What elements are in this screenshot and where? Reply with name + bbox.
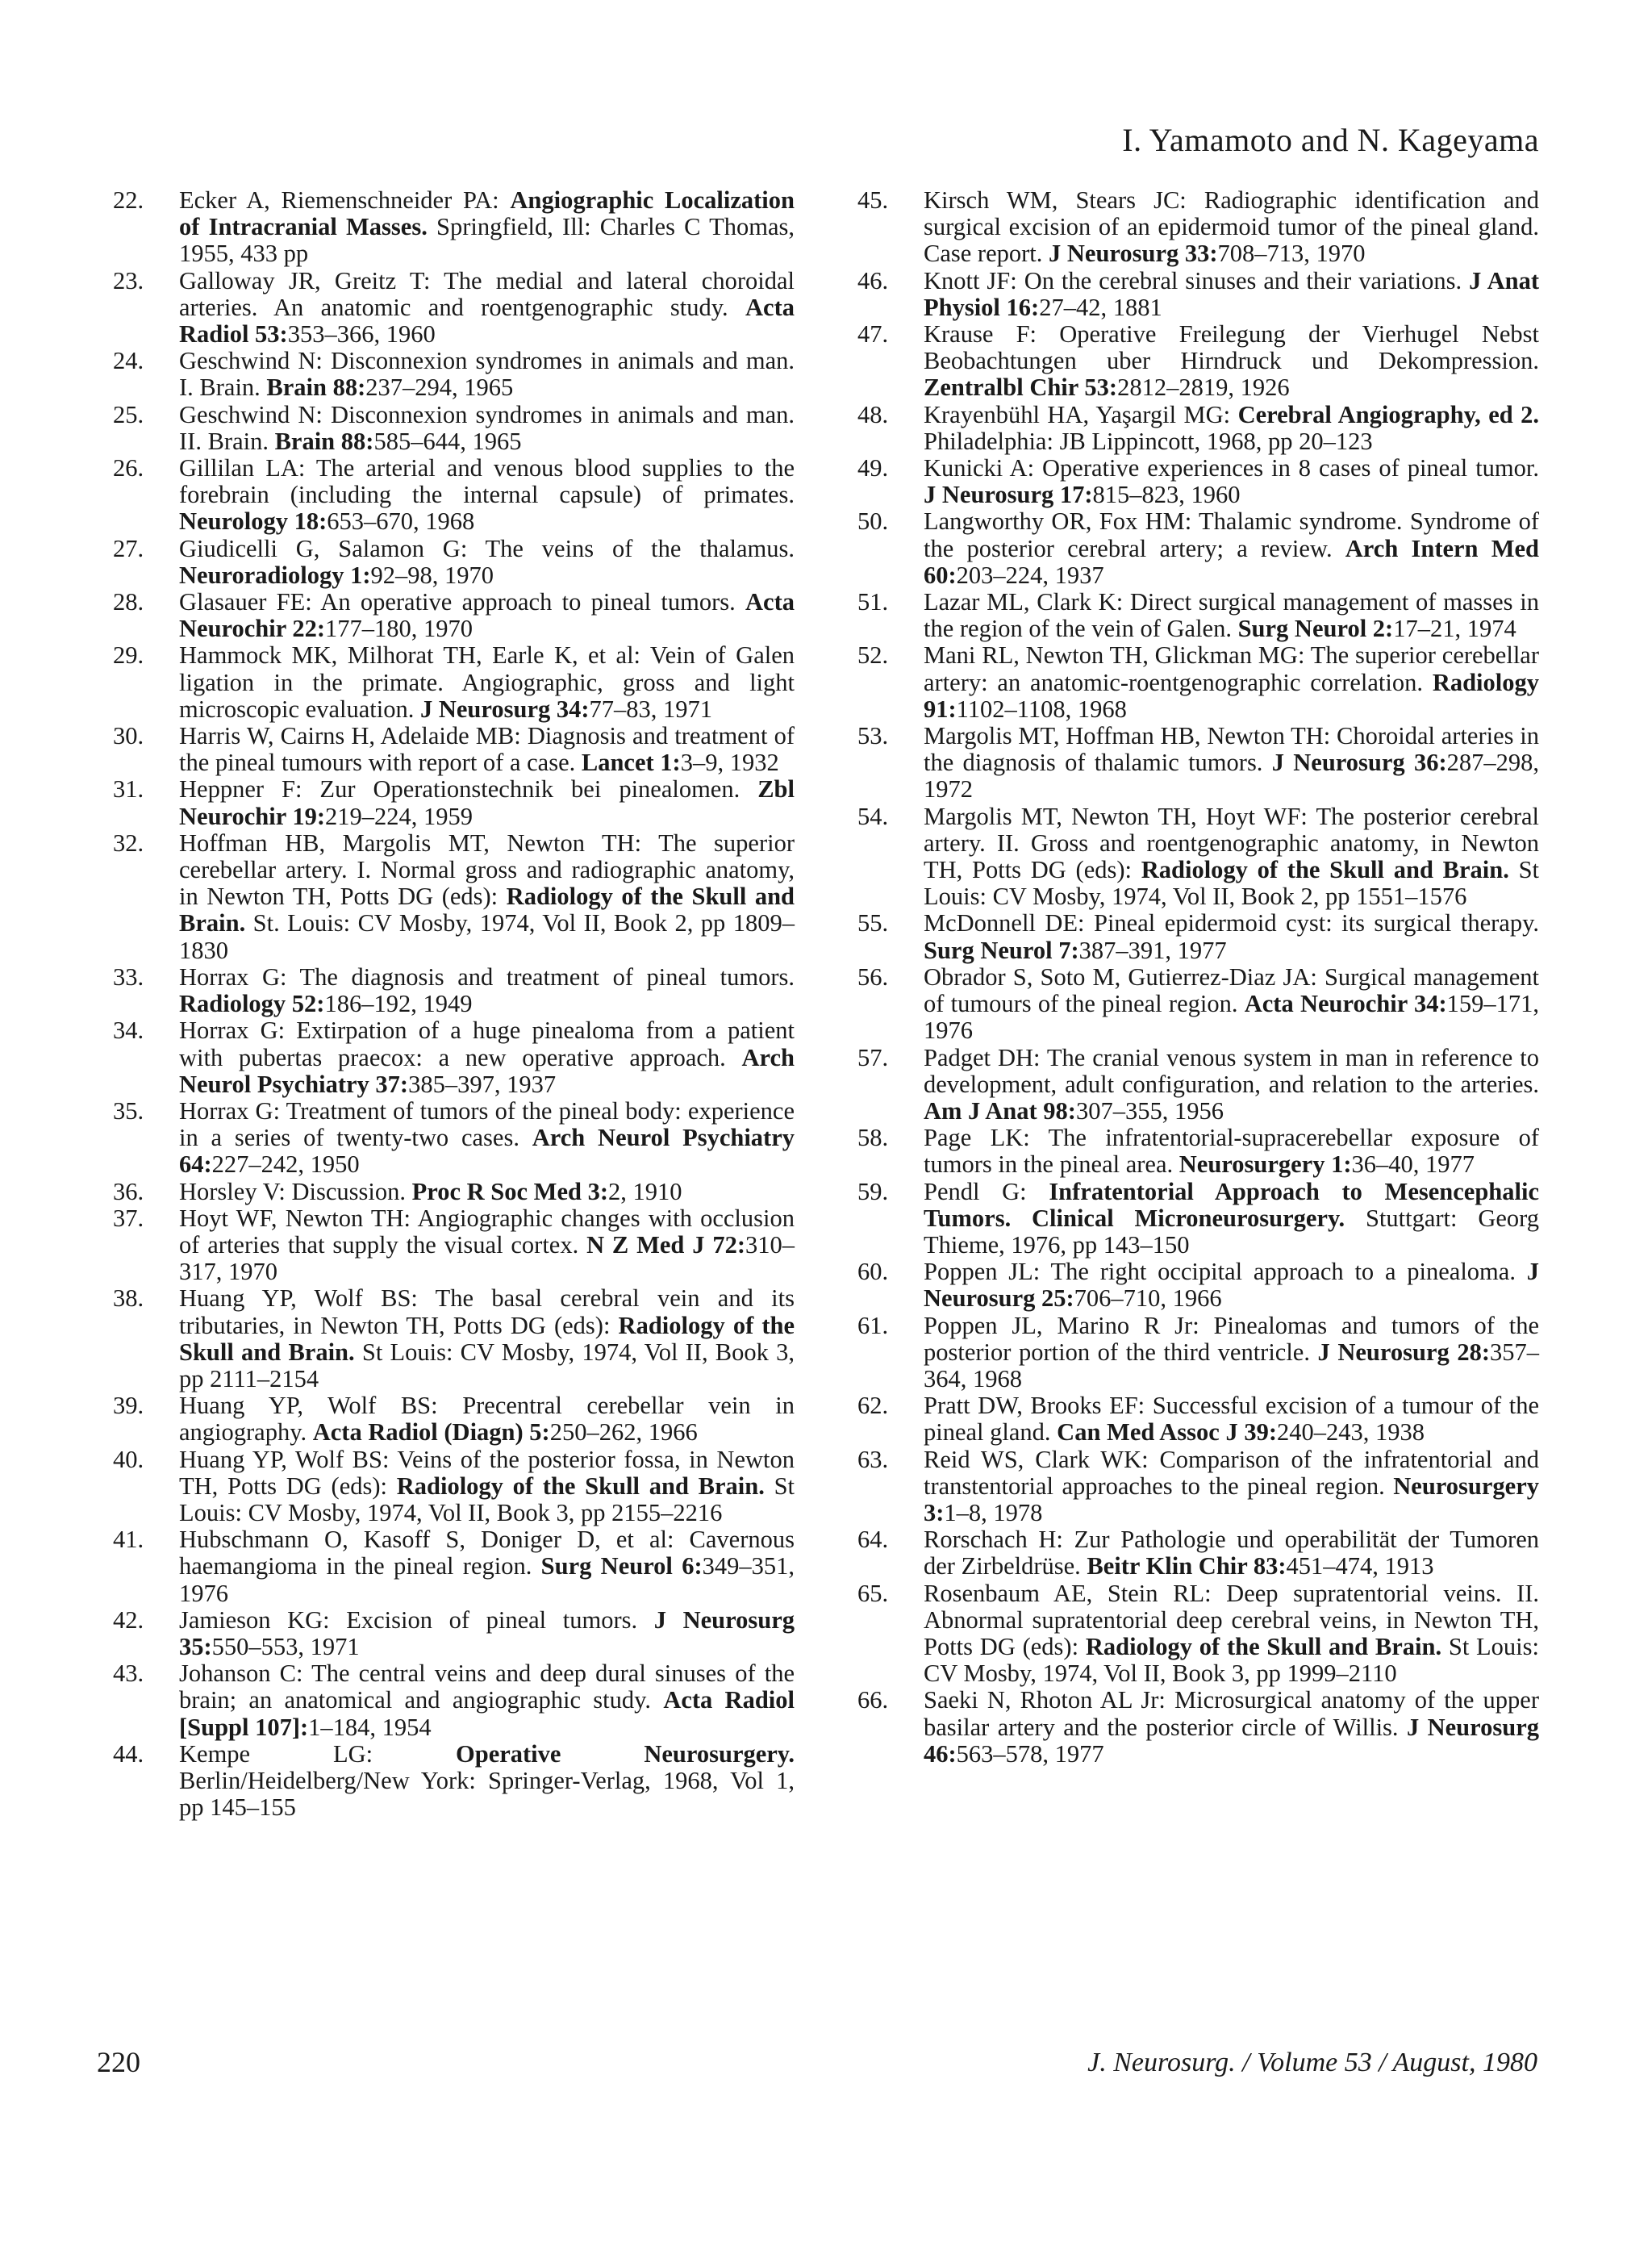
reference-item <box>113 1607 795 1660</box>
reference-source: Am J Anat 98: <box>924 1096 1076 1125</box>
reference-number: 53. <box>857 722 889 750</box>
reference-item <box>857 455 1539 508</box>
reference-authors-title: Glasauer FE: An operative approach to pineal tumors. <box>179 588 746 616</box>
reference-item <box>113 776 795 829</box>
reference-source: J Neurosurg 17: <box>924 481 1093 509</box>
reference-source: Radiology of the Skull and Brain. <box>1141 856 1509 884</box>
reference-number: 34. <box>113 1017 144 1045</box>
running-header-authors: I. Yamamoto and N. Kageyama <box>1122 122 1539 158</box>
reference-item <box>857 910 1539 963</box>
reference-number: 57. <box>857 1043 889 1071</box>
reference-authors-title: Ecker A, Riemenschneider PA: <box>179 186 511 214</box>
reference-source: Beitr Klin Chir 83: <box>1087 1552 1287 1580</box>
reference-number: 25. <box>113 400 144 428</box>
reference-number: 54. <box>857 802 889 830</box>
reference-source: Surg Neurol 2: <box>1237 615 1394 643</box>
reference-item <box>857 964 1539 1045</box>
reference-details: 1102–1108, 1968 <box>956 695 1127 723</box>
reference-details: 310–317, 1970 <box>179 1230 795 1286</box>
reference-item <box>113 589 795 642</box>
reference-source: Cerebral Angiography, ed 2. <box>1237 400 1540 428</box>
reference-details: 240–243, 1938 <box>1276 1418 1425 1447</box>
reference-number: 22. <box>113 186 144 214</box>
reference-source: Arch Intern Med 60: <box>924 534 1539 589</box>
reference-authors-title: Kirsch WM, Stears JC: Radiographic identification and surgical excision of an epidermoid tumor of the pineal gland. Case report. <box>924 186 1539 268</box>
reference-item <box>113 1098 795 1179</box>
reference-authors-title: Huang YP, Wolf BS: Precentral cerebellar vein in angiography. <box>179 1392 795 1447</box>
reference-details: 307–355, 1956 <box>1075 1096 1224 1125</box>
reference-source: Radiology of the Skull and Brain. <box>179 883 795 937</box>
reference-source: Arch Neurol Psychiatry 37: <box>179 1043 795 1098</box>
reference-item <box>113 1205 795 1286</box>
reference-authors-title: Kunicki A: Operative experiences in 8 cases of pineal tumor. <box>924 454 1539 482</box>
reference-item <box>857 1447 1539 1527</box>
reference-details: St Louis: CV Mosby, 1974, Vol II, Book 3, pp 1999–2110 <box>924 1632 1540 1688</box>
reference-details: 349–351, 1976 <box>179 1552 795 1607</box>
reference-number: 55. <box>857 909 889 937</box>
reference-details: 2, 1910 <box>608 1177 682 1205</box>
reference-authors-title: Horsley V: Discussion. <box>179 1177 412 1205</box>
reference-authors-title: Hubschmann O, Kasoff S, Doniger D, et al: Cavernous haemangioma in the pineal region. <box>179 1526 795 1580</box>
reference-authors-title: Huang YP, Wolf BS: Veins of the posterior fossa, in Newton TH, Potts DG (eds): <box>179 1445 795 1500</box>
reference-source: Arch Neurol Psychiatry 64: <box>179 1124 795 1179</box>
reference-source: J Neurosurg 25: <box>924 1258 1539 1313</box>
reference-source: Acta Radiol [Suppl 107]: <box>179 1686 795 1741</box>
reference-item <box>857 1125 1539 1178</box>
reference-authors-title: Kempe LG: <box>179 1739 457 1768</box>
reference-source: J Anat Physiol 16: <box>924 266 1539 321</box>
reference-item <box>113 1285 795 1392</box>
reference-source: Acta Radiol (Diagn) 5: <box>312 1418 550 1447</box>
reference-source: Brain 88: <box>274 427 374 455</box>
reference-source: Zbl Neurochir 19: <box>179 775 795 830</box>
reference-details: 385–397, 1937 <box>408 1070 557 1098</box>
reference-item <box>857 268 1539 321</box>
reference-source: Zentralbl Chir 53: <box>924 374 1118 402</box>
reference-item <box>113 1179 795 1205</box>
reference-number: 40. <box>113 1445 144 1473</box>
reference-item <box>113 1660 795 1741</box>
reference-details: 250–262, 1966 <box>549 1418 698 1447</box>
reference-details: 177–180, 1970 <box>325 615 473 643</box>
reference-details: 3–9, 1932 <box>680 749 779 777</box>
reference-source: J Neurosurg 33: <box>1049 240 1218 268</box>
reference-authors-title: Hoffman HB, Margolis MT, Newton TH: The superior cerebellar artery. I. Normal gross and radiographic anatomy, in Newton TH, Potts DG (eds): <box>179 829 795 911</box>
reference-authors-title: Rosenbaum AE, Stein RL: Deep supratentorial veins. II. Abnormal supratentorial deep cerebral veins, in Newton TH, Potts DG (eds): <box>924 1579 1539 1660</box>
reference-details: 815–823, 1960 <box>1092 481 1241 509</box>
reference-details: 227–242, 1950 <box>211 1150 360 1179</box>
reference-source: Angiographic Localization of Intracranial Masses. <box>179 186 795 241</box>
reference-number: 42. <box>113 1605 144 1634</box>
reference-authors-title: Knott JF: On the cerebral sinuses and their variations. <box>924 266 1470 294</box>
reference-details: 27–42, 1881 <box>1039 293 1162 321</box>
reference-item <box>113 1392 795 1446</box>
reference-number: 27. <box>113 534 144 562</box>
reference-item <box>113 402 795 455</box>
reference-source: J Neurosurg 34: <box>419 695 590 723</box>
reference-item <box>857 508 1539 589</box>
reference-item <box>857 321 1539 402</box>
reference-authors-title: Horrax G: The diagnosis and treatment of pineal tumors. <box>179 962 795 991</box>
reference-source: Operative Neurosurgery. <box>456 1739 795 1768</box>
reference-authors-title: Gillilan LA: The arterial and venous blood supplies to the forebrain (including the internal capsule) of primates. <box>179 454 795 509</box>
reference-number: 30. <box>113 722 144 750</box>
reference-number: 58. <box>857 1124 889 1152</box>
reference-source: Neuroradiology 1: <box>179 561 371 589</box>
reference-item <box>857 1259 1539 1312</box>
reference-details: St Louis: CV Mosby, 1974, Vol II, Book 3, pp 2111–2154 <box>179 1338 795 1392</box>
reference-authors-title: Padget DH: The cranial venous system in man in reference to development, adult configuration, and relation to the arteries. <box>924 1043 1539 1098</box>
reference-number: 38. <box>113 1284 144 1313</box>
reference-source: Radiology of the Skull and Brain. <box>1085 1632 1442 1660</box>
reference-details: 353–366, 1960 <box>287 320 436 349</box>
reference-source: N Z Med J 72: <box>586 1230 745 1259</box>
reference-source: J Neurosurg 35: <box>179 1605 795 1660</box>
reference-authors-title: Giudicelli G, Salamon G: The veins of the thalamus. <box>179 534 795 562</box>
reference-source: Proc R Soc Med 3: <box>411 1177 608 1205</box>
reference-number: 46. <box>857 266 889 294</box>
reference-source: Surg Neurol 7: <box>924 936 1079 964</box>
reference-item <box>113 1017 795 1098</box>
reference-item <box>857 642 1539 723</box>
reference-authors-title: Hammock MK, Milhorat TH, Earle K, et al: Vein of Galen ligation in the primate. Angiographic, gross and light microscopic evaluation. <box>179 641 795 723</box>
reference-number: 41. <box>113 1526 144 1554</box>
reference-source: Surg Neurol 6: <box>540 1552 703 1580</box>
reference-source: Acta Neurochir 34: <box>1244 990 1447 1018</box>
reference-authors-title: Margolis MT, Newton TH, Hoyt WF: The posterior cerebral artery. II. Gross and roentgenographic anatomy, in Newton TH, Potts DG (eds): <box>924 802 1539 884</box>
reference-authors-title: Harris W, Cairns H, Adelaide MB: Diagnosis and treatment of the pineal tumours with report of a case. <box>179 722 795 777</box>
reference-authors-title: Rorschach H: Zur Pathologie und operabilität der Tumoren der Zirbeldrüse. <box>924 1526 1539 1580</box>
reference-details: St Louis: CV Mosby, 1974, Vol II, Book 2, pp 1551–1576 <box>924 856 1540 911</box>
reference-source: Acta Neurochir 22: <box>179 588 795 643</box>
reference-details: 1–8, 1978 <box>944 1498 1043 1526</box>
reference-authors-title: Horrax G: Treatment of tumors of the pineal body: experience in a series of twenty-two cases. <box>179 1096 795 1152</box>
reference-details: 203–224, 1937 <box>956 561 1104 589</box>
reference-item <box>113 455 795 536</box>
reference-authors-title: Poppen JL: The right occipital approach to a pinealoma. <box>924 1258 1527 1286</box>
reference-item <box>113 187 795 268</box>
reference-source: Neurology 18: <box>179 507 327 536</box>
reference-number: 59. <box>857 1177 889 1205</box>
reference-source: J Neurosurg 46: <box>924 1713 1539 1768</box>
reference-authors-title: Lazar ML, Clark K: Direct surgical management of masses in the region of the vein of Galen. <box>924 588 1539 643</box>
reference-source: Radiology of the Skull and Brain. <box>396 1472 765 1500</box>
reference-details: 36–40, 1977 <box>1351 1150 1475 1179</box>
reference-details: 550–553, 1971 <box>211 1632 360 1660</box>
reference-source: Neurosurgery 3: <box>924 1472 1539 1526</box>
reference-details: St Louis: CV Mosby, 1974, Vol II, Book 3, pp 2155–2216 <box>179 1472 795 1526</box>
reference-details: 92–98, 1970 <box>370 561 494 589</box>
reference-item <box>113 268 795 349</box>
reference-number: 51. <box>857 588 889 616</box>
reference-authors-title: Margolis MT, Hoffman HB, Newton TH: Choroidal arteries in the diagnosis of thalamic tumors. <box>924 722 1539 777</box>
reference-number: 23. <box>113 266 144 294</box>
reference-number: 33. <box>113 962 144 991</box>
reference-number: 48. <box>857 400 889 428</box>
reference-item <box>857 723 1539 804</box>
reference-details: Stuttgart: Georg Thieme, 1976, pp 143–150 <box>924 1204 1539 1259</box>
reference-item <box>857 1580 1539 1688</box>
reference-authors-title: Mani RL, Newton TH, Glickman MG: The superior cerebellar artery: an anatomic-roentgenographic correlation. <box>924 641 1539 696</box>
reference-item <box>113 1741 795 1822</box>
reference-number: 35. <box>113 1096 144 1125</box>
reference-details: 186–192, 1949 <box>324 990 473 1018</box>
reference-number: 61. <box>857 1311 889 1339</box>
reference-source: Radiology of the Skull and Brain. <box>179 1311 795 1366</box>
reference-source: Radiology 52: <box>179 990 325 1018</box>
references-column-right <box>857 187 1539 1768</box>
reference-number: 44. <box>113 1739 144 1768</box>
reference-details: 585–644, 1965 <box>373 427 522 455</box>
reference-details: 219–224, 1959 <box>325 802 473 830</box>
reference-source: Can Med Assoc J 39: <box>1057 1418 1277 1447</box>
reference-authors-title: Jamieson KG: Excision of pineal tumors. <box>179 1605 654 1634</box>
reference-authors-title: Johanson C: The central veins and deep dural sinuses of the brain; an anatomical and angiographic study. <box>179 1660 795 1714</box>
reference-authors-title: Horrax G: Extirpation of a huge pinealoma from a patient with pubertas praecox: a new operative approach. <box>179 1017 795 1071</box>
reference-number: 39. <box>113 1392 144 1420</box>
reference-details: 563–578, 1977 <box>956 1739 1104 1768</box>
reference-authors-title: Reid WS, Clark WK: Comparison of the infratentorial and transtentorial approaches to the pineal region. <box>924 1445 1539 1500</box>
references-column-left <box>113 187 795 1821</box>
reference-number: 63. <box>857 1445 889 1473</box>
reference-details: 1–184, 1954 <box>308 1713 432 1741</box>
reference-details: 706–710, 1966 <box>1074 1284 1222 1313</box>
reference-details: 387–391, 1977 <box>1078 936 1227 964</box>
reference-number: 62. <box>857 1392 889 1420</box>
reference-number: 28. <box>113 588 144 616</box>
reference-item <box>113 642 795 723</box>
reference-item <box>857 1045 1539 1125</box>
reference-source: Radiology 91: <box>924 668 1539 723</box>
reference-number: 65. <box>857 1579 889 1607</box>
reference-item <box>113 536 795 589</box>
reference-authors-title: Galloway JR, Greitz T: The medial and lateral choroidal arteries. An anatomic and roentgenographic study. <box>179 266 795 321</box>
reference-authors-title: Krayenbühl HA, Yaşargil MG: <box>924 400 1238 428</box>
reference-item <box>113 723 795 776</box>
reference-number: 36. <box>113 1177 144 1205</box>
reference-details: 287–298, 1972 <box>924 749 1539 804</box>
reference-authors-title: Heppner F: Zur Operationstechnik bei pinealomen. <box>179 775 758 804</box>
reference-details: Berlin/Heidelberg/New York: Springer-Verlag, 1968, Vol 1, pp 145–155 <box>179 1766 795 1822</box>
reference-number: 32. <box>113 829 144 857</box>
reference-number: 56. <box>857 962 889 991</box>
reference-number: 45. <box>857 186 889 214</box>
reference-number: 29. <box>113 641 144 670</box>
reference-authors-title: Geschwind N: Disconnexion syndromes in animals and man. II. Brain. <box>179 400 795 455</box>
reference-item <box>857 1526 1539 1580</box>
page-number: 220 <box>97 2046 140 2078</box>
reference-authors-title: Hoyt WF, Newton TH: Angiographic changes with occlusion of arteries that supply the visual cortex. <box>179 1204 795 1259</box>
reference-source: J Neurosurg 28: <box>1317 1338 1490 1366</box>
reference-source: Infratentorial Approach to Mesencephalic Tumors. Clinical Microneurosurgery. <box>924 1177 1539 1232</box>
reference-item <box>857 187 1539 268</box>
reference-details: 77–83, 1971 <box>589 695 713 723</box>
reference-number: 50. <box>857 507 889 536</box>
reference-details: 708–713, 1970 <box>1217 240 1366 268</box>
reference-source: Neurosurgery 1: <box>1179 1150 1352 1179</box>
reference-number: 49. <box>857 454 889 482</box>
reference-number: 37. <box>113 1204 144 1232</box>
reference-item <box>113 964 795 1017</box>
reference-authors-title: Krause F: Operative Freilegung der Vierhugel Nebst Beobachtungen uber Hirndruck und Dekompression. <box>924 320 1539 375</box>
reference-item <box>857 589 1539 642</box>
reference-authors-title: Langworthy OR, Fox HM: Thalamic syndrome. Syndrome of the posterior cerebral artery; a review. <box>924 507 1539 562</box>
reference-number: 43. <box>113 1660 144 1688</box>
reference-details: 17–21, 1974 <box>1393 615 1516 643</box>
reference-item <box>857 402 1539 455</box>
reference-item <box>113 348 795 401</box>
reference-number: 26. <box>113 454 144 482</box>
reference-details: 2812–2819, 1926 <box>1117 374 1290 402</box>
reference-source: Lancet 1: <box>581 749 681 777</box>
reference-details: Springfield, Ill: Charles C Thomas, 1955, 433 pp <box>179 213 795 268</box>
reference-details: 653–670, 1968 <box>327 507 475 536</box>
reference-item <box>857 1687 1539 1768</box>
reference-details: 159–171, 1976 <box>924 990 1539 1045</box>
reference-details: St. Louis: CV Mosby, 1974, Vol II, Book 2, pp 1809–1830 <box>179 909 795 964</box>
reference-authors-title: Obrador S, Soto M, Gutierrez-Diaz JA: Surgical management of tumours of the pineal region. <box>924 962 1539 1018</box>
reference-item <box>857 1392 1539 1446</box>
reference-item <box>857 804 1539 911</box>
reference-details: 237–294, 1965 <box>365 374 514 402</box>
reference-source: Brain 88: <box>266 374 366 402</box>
reference-authors-title: Poppen JL, Marino R Jr: Pinealomas and tumors of the posterior portion of the third ventricle. <box>924 1311 1539 1366</box>
reference-number: 60. <box>857 1258 889 1286</box>
journal-citation-footer: J. Neurosurg. / Volume 53 / August, 1980 <box>1087 2048 1537 2077</box>
reference-authors-title: Saeki N, Rhoton AL Jr: Microsurgical anatomy of the upper basilar artery and the posterior circle of Willis. <box>924 1686 1539 1741</box>
reference-authors-title: Pratt DW, Brooks EF: Successful excision of a tumour of the pineal gland. <box>924 1392 1539 1447</box>
reference-item <box>857 1179 1539 1259</box>
reference-authors-title: McDonnell DE: Pineal epidermoid cyst: its surgical therapy. <box>924 909 1539 937</box>
reference-source: J Neurosurg 36: <box>1271 749 1447 777</box>
reference-authors-title: Geschwind N: Disconnexion syndromes in animals and man. I. Brain. <box>179 347 795 402</box>
reference-number: 66. <box>857 1686 889 1714</box>
reference-authors-title: Huang YP, Wolf BS: The basal cerebral vein and its tributaries, in Newton TH, Potts DG (eds): <box>179 1284 795 1339</box>
reference-number: 64. <box>857 1526 889 1554</box>
reference-number: 24. <box>113 347 144 375</box>
reference-number: 31. <box>113 775 144 804</box>
reference-authors-title: Page LK: The infratentorial-supracerebellar exposure of tumors in the pineal area. <box>924 1124 1539 1179</box>
reference-authors-title: Pendl G: <box>924 1177 1049 1205</box>
reference-source: Acta Radiol 53: <box>179 293 795 349</box>
reference-item <box>113 830 795 964</box>
reference-number: 47. <box>857 320 889 349</box>
reference-item <box>113 1526 795 1607</box>
reference-item <box>113 1447 795 1527</box>
reference-details: 451–474, 1913 <box>1286 1552 1434 1580</box>
reference-item <box>857 1313 1539 1393</box>
reference-number: 52. <box>857 641 889 670</box>
reference-details: 357–364, 1968 <box>924 1338 1539 1392</box>
reference-details: Philadelphia: JB Lippincott, 1968, pp 20–123 <box>924 427 1373 455</box>
